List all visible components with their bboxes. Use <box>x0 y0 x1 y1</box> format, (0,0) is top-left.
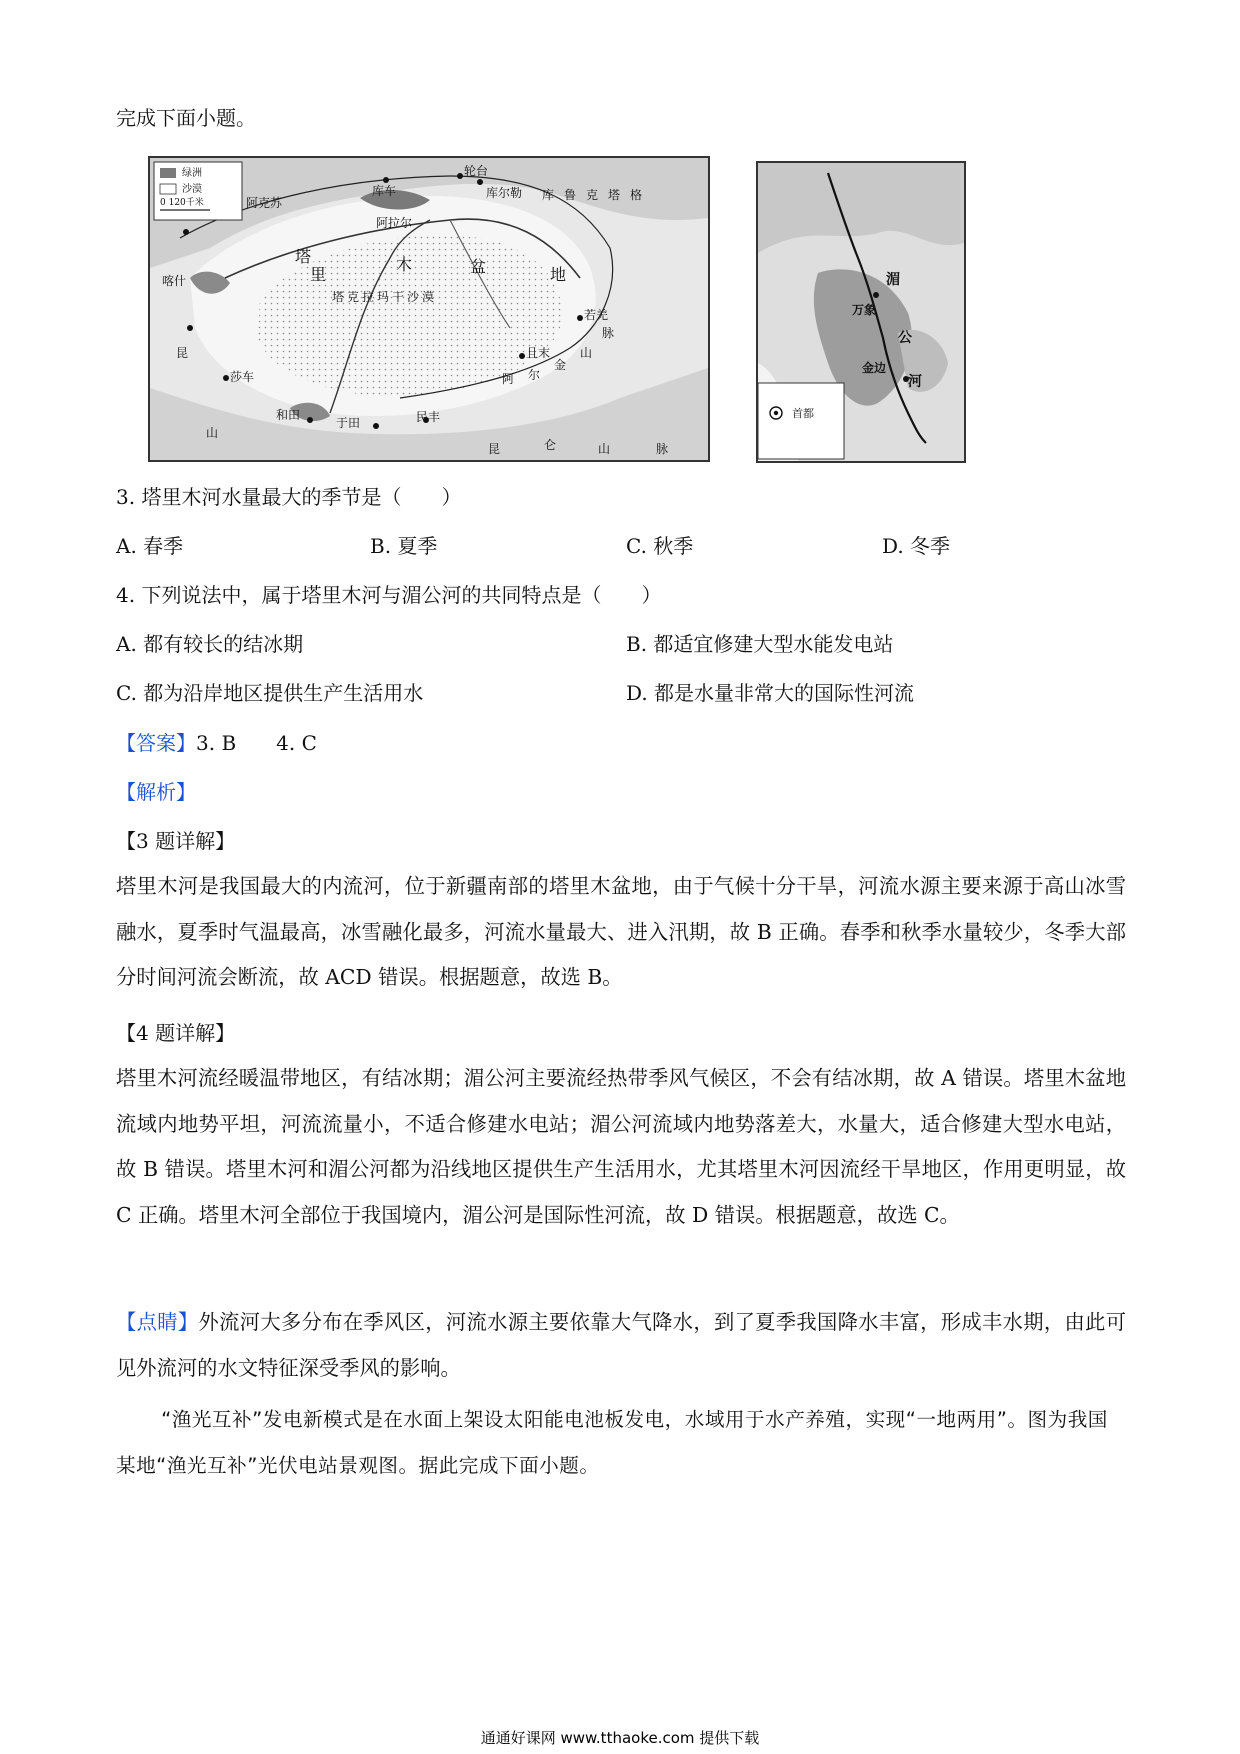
label-kunlun-w-1: 昆 <box>176 346 189 360</box>
legend-desert-label: 沙漠 <box>182 184 202 195</box>
legend-oasis-label: 绿洲 <box>182 168 202 179</box>
q4-stem: 4. 下列说法中，属于塔里木河与湄公河的共同特点是（ ） <box>116 583 662 607</box>
q3-option-c: C. 秋季 <box>626 534 694 558</box>
detail3-heading: 【3 题详解】 <box>116 829 236 853</box>
q4-option-b: B. 都适宜修建大型水能发电站 <box>626 632 894 656</box>
label-kunlun-3: 山 <box>598 442 611 456</box>
label-mekong-1: 湄 <box>886 272 900 288</box>
q3-stem: 3. 塔里木河水量最大的季节是（ ） <box>116 485 462 509</box>
mekong-map <box>756 161 966 463</box>
detail4-text: 塔里木河流经暖温带地区，有结冰期；湄公河主要流经热带季风气候区，不会有结冰期，故 A 错误。塔里木盆地流域内地势平坦，河流流量小，不适合修建水电站；湄公河流域内地势落差大，水量大，适合修建大型水电站，故 B 错误。塔里木河和湄公河都为沿线地区提供生产生活用水，尤其塔里木河因流经干旱地区，作用更明显，故 C 正确。塔里木河全部位于我国境内，湄公河是国际性河流，故 D 错误。根据题意，故选 C。 <box>116 1066 1126 1227</box>
comment-text: 外流河大多分布在季风区，河流水源主要依靠大气降水，到了夏季我国降水丰富，形成丰水期，由此可见外流河的水文特征深受季风的影响。 <box>116 1310 1126 1380</box>
label-altun-1: 阿 <box>502 372 515 386</box>
label-altun-5: 脉 <box>602 326 615 340</box>
label-altun-3: 金 <box>554 358 567 372</box>
label-vientiane: 万象 <box>852 303 877 317</box>
map-scale: 0 120千米 <box>160 198 204 208</box>
label-basin-5: 地 <box>550 265 567 284</box>
label-kunlun-w-2: 山 <box>206 426 219 440</box>
detail3-text: 塔里木河是我国最大的内流河，位于新疆南部的塔里木盆地，由于气候十分干旱，河流水源主要来源于高山冰雪融水，夏季时气温最高，冰雪融化最多，河流水量最大、进入汛期，故 B 正确。春季和秋季水量较少，冬季大部分时间河流会断流，故 ACD 错误。根据题意，故选 B。 <box>116 874 1126 989</box>
answer-text: 3. B 4. C <box>196 731 317 755</box>
label-minfeng: 民丰 <box>416 410 441 424</box>
q3-option-a: A. 春季 <box>116 534 184 558</box>
tarim-basin-map <box>148 156 710 462</box>
detail4-heading: 【4 题详解】 <box>116 1021 236 1045</box>
label-yutian: 于田 <box>336 416 361 430</box>
label-kunlun-4: 脉 <box>656 442 669 456</box>
label-luntai: 轮台 <box>464 164 489 178</box>
label-qiemo: 且末 <box>526 346 551 360</box>
label-kuerle: 库尔勒 <box>486 186 523 200</box>
q3-option-b: B. 夏季 <box>370 534 438 558</box>
label-kunlun-1: 昆 <box>488 442 501 456</box>
label-basin-4: 盆 <box>470 257 487 276</box>
comment-label: 【点睛】 <box>116 1310 199 1334</box>
q4-option-c: C. 都为沿岸地区提供生产生活用水 <box>116 681 424 705</box>
label-altun-4: 山 <box>580 346 593 360</box>
label-hetian: 和田 <box>276 408 301 422</box>
answer-label: 【答案】 <box>116 731 196 755</box>
label-altun-2: 尔 <box>528 368 541 382</box>
label-ruoqiang: 若羌 <box>584 308 609 322</box>
label-kunlun-2: 仑 <box>544 438 557 452</box>
page-footer: 通通好课网 www.tthaoke.com 提供下载 <box>480 1729 760 1747</box>
label-basin-1: 塔 <box>295 247 312 266</box>
q4-option-d: D. 都是水量非常大的国际性河流 <box>626 681 915 705</box>
legend-capital-label: 首都 <box>792 407 814 420</box>
label-mekong-2: 公 <box>898 330 912 346</box>
q3-option-d: D. 冬季 <box>882 534 951 558</box>
label-aral: 阿拉尔 <box>376 216 413 230</box>
label-shache: 莎车 <box>230 370 255 384</box>
label-kuruktag: 库鲁克塔格 <box>542 188 653 202</box>
label-basin-3: 木 <box>396 255 413 274</box>
next-question-intro: “渔光互补”发电新模式是在水面上架设太阳能电池板发电，水域用于水产养殖，实现“一地两用”。图为我国某地“渔光互补”光伏电站景观图。据此完成下面小题。 <box>116 1408 1108 1477</box>
answer-line <box>116 729 317 757</box>
label-kuche: 库车 <box>372 184 397 198</box>
intro-line: 完成下面小题。 <box>116 106 256 130</box>
label-kashi: 喀什 <box>162 274 187 288</box>
label-basin-2: 里 <box>310 265 327 284</box>
q4-option-a: A. 都有较长的结冰期 <box>116 632 304 656</box>
comment-block <box>116 1300 1126 1391</box>
label-aksu: 阿克苏 <box>246 196 283 210</box>
label-phnompenh: 金边 <box>862 361 887 375</box>
label-desert: 塔克拉玛干沙漠 <box>332 290 438 304</box>
analysis-label: 【解析】 <box>116 780 196 804</box>
label-mekong-3: 河 <box>908 374 922 390</box>
